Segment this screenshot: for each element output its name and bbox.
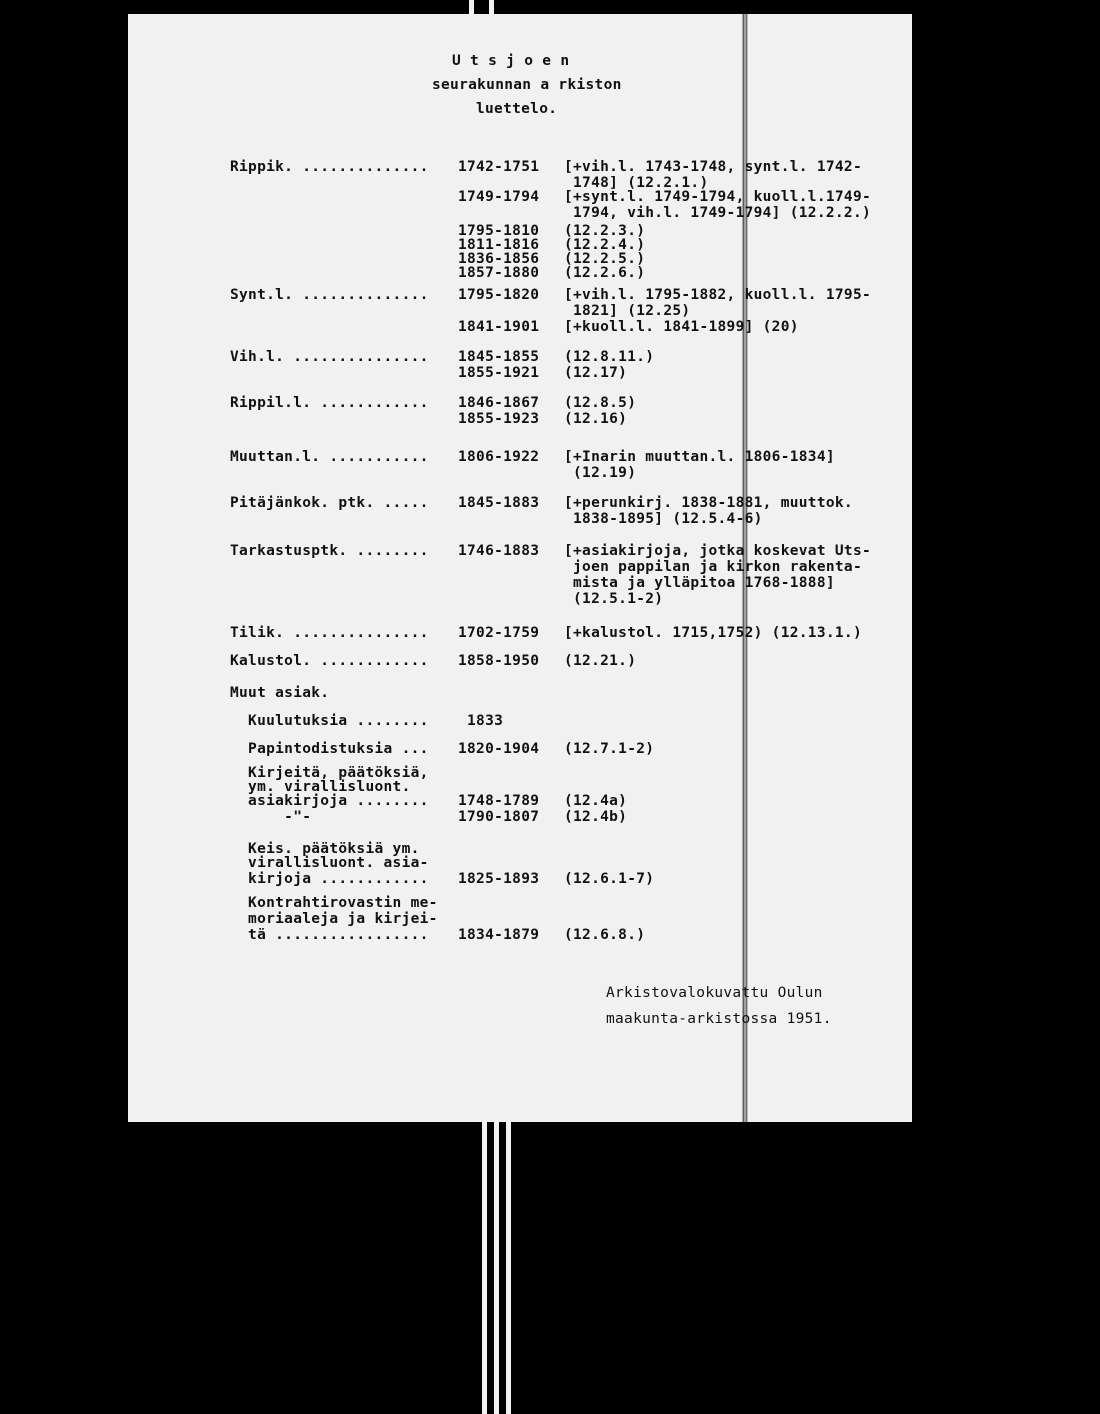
row-label: Rippil.l. ............ xyxy=(230,395,429,411)
row-note: (12.2.3.) xyxy=(564,223,646,239)
row-note: [+kalustol. 1715,1752) (12.13.1.) xyxy=(564,625,862,641)
row-note: [+synt.l. 1749-1794, kuoll.l.1749- xyxy=(564,189,872,205)
row-label: Vih.l. ............... xyxy=(230,349,429,365)
row-note: (12.2.6.) xyxy=(564,265,646,281)
row-note: (12.21.) xyxy=(564,653,637,669)
row-note: [+kuoll.l. 1841-1899] (20) xyxy=(564,319,799,335)
row-label: asiakirjoja ........ xyxy=(230,793,429,809)
row-note: [+asiakirjoja, jotka koskevat Uts- xyxy=(564,543,872,559)
row-note: 1838-1895] (12.5.4-6) xyxy=(564,511,763,527)
row-label: -"- xyxy=(230,809,312,825)
row-note: 1821] (12.25) xyxy=(564,303,691,319)
row-years: 1833 xyxy=(458,713,504,729)
row-note: (12.5.1-2) xyxy=(564,591,664,607)
row-label: Muut asiak. xyxy=(230,685,330,701)
title-line-2: seurakunnan a rkiston xyxy=(432,77,622,93)
film-rail-bottom-1 xyxy=(482,1122,487,1414)
footer-line-1: Arkistovalokuvattu Oulun xyxy=(606,985,823,1001)
row-label: Kontrahtirovastin me- xyxy=(230,895,438,911)
row-label: ym. virallisluont. xyxy=(230,779,411,795)
film-rail-top-1 xyxy=(469,0,474,15)
row-note: (12.8.11.) xyxy=(564,349,655,365)
row-years: 1841-1901 xyxy=(458,319,540,335)
row-label: Kuulutuksia ........ xyxy=(230,713,429,729)
row-years: 1702-1759 xyxy=(458,625,540,641)
row-label: Pitäjänkok. ptk. ..... xyxy=(230,495,429,511)
row-note: (12.19) xyxy=(564,465,637,481)
row-label: Papintodistuksia ... xyxy=(230,741,429,757)
row-years: 1857-1880 xyxy=(458,265,540,281)
row-years: 1790-1807 xyxy=(458,809,540,825)
row-years: 1806-1922 xyxy=(458,449,540,465)
row-years: 1742-1751 xyxy=(458,159,540,175)
row-years: 1846-1867 xyxy=(458,395,540,411)
row-years: 1795-1810 xyxy=(458,223,540,239)
row-years: 1858-1950 xyxy=(458,653,540,669)
row-note: (12.6.8.) xyxy=(564,927,646,943)
film-rail-bottom-2 xyxy=(494,1122,499,1414)
row-label: Synt.l. .............. xyxy=(230,287,429,303)
row-years: 1811-1816 xyxy=(458,237,540,253)
row-years: 1845-1855 xyxy=(458,349,540,365)
row-years: 1746-1883 xyxy=(458,543,540,559)
row-note: [+vih.l. 1743-1748, synt.l. 1742- xyxy=(564,159,862,175)
row-years: 1836-1856 xyxy=(458,251,540,267)
title-line-3: luettelo. xyxy=(476,101,558,117)
row-label: Rippik. .............. xyxy=(230,159,429,175)
row-years: 1748-1789 xyxy=(458,793,540,809)
row-note: mista ja ylläpitoa 1768-1888] xyxy=(564,575,835,591)
row-note: [+Inarin muuttan.l. 1806-1834] xyxy=(564,449,835,465)
row-years: 1825-1893 xyxy=(458,871,540,887)
row-years: 1855-1923 xyxy=(458,411,540,427)
row-note: (12.4b) xyxy=(564,809,628,825)
row-note: (12.8.5) xyxy=(564,395,637,411)
row-note: joen pappilan ja kirkon rakenta- xyxy=(564,559,862,575)
row-label: Kalustol. ............ xyxy=(230,653,429,669)
row-years: 1795-1820 xyxy=(458,287,540,303)
row-note: 1748] (12.2.1.) xyxy=(564,175,709,191)
row-note: (12.6.1-7) xyxy=(564,871,655,887)
title-line-1: U t s j o e n xyxy=(452,53,570,69)
row-note: [+perunkirj. 1838-1881, muuttok. xyxy=(564,495,853,511)
row-years: 1820-1904 xyxy=(458,741,540,757)
row-years: 1855-1921 xyxy=(458,365,540,381)
row-label: Kirjeitä, päätöksiä, xyxy=(230,765,429,781)
row-label: virallisluont. asia- xyxy=(230,855,429,871)
row-note: (12.2.5.) xyxy=(564,251,646,267)
row-label: Muuttan.l. ........... xyxy=(230,449,429,465)
row-label: moriaaleja ja kirjei- xyxy=(230,911,438,927)
row-note: 1794, vih.l. 1749-1794] (12.2.2.) xyxy=(564,205,872,221)
row-label: Tarkastusptk. ........ xyxy=(230,543,429,559)
document-page xyxy=(128,14,912,1122)
row-note: (12.2.4.) xyxy=(564,237,646,253)
row-note: [+vih.l. 1795-1882, kuoll.l. 1795- xyxy=(564,287,872,303)
row-years: 1845-1883 xyxy=(458,495,540,511)
row-label: Keis. päätöksiä ym. xyxy=(230,841,420,857)
row-years: 1834-1879 xyxy=(458,927,540,943)
row-label: tä ................. xyxy=(230,927,429,943)
row-label: Tilik. ............... xyxy=(230,625,429,641)
row-label: kirjoja ............ xyxy=(230,871,429,887)
row-note: (12.7.1-2) xyxy=(564,741,655,757)
film-rail-top-2 xyxy=(489,0,494,15)
row-note: (12.17) xyxy=(564,365,628,381)
row-years: 1749-1794 xyxy=(458,189,540,205)
footer-line-2: maakunta-arkistossa 1951. xyxy=(606,1011,832,1027)
film-rail-bottom-3 xyxy=(506,1122,511,1414)
row-note: (12.16) xyxy=(564,411,628,427)
row-note: (12.4a) xyxy=(564,793,628,809)
